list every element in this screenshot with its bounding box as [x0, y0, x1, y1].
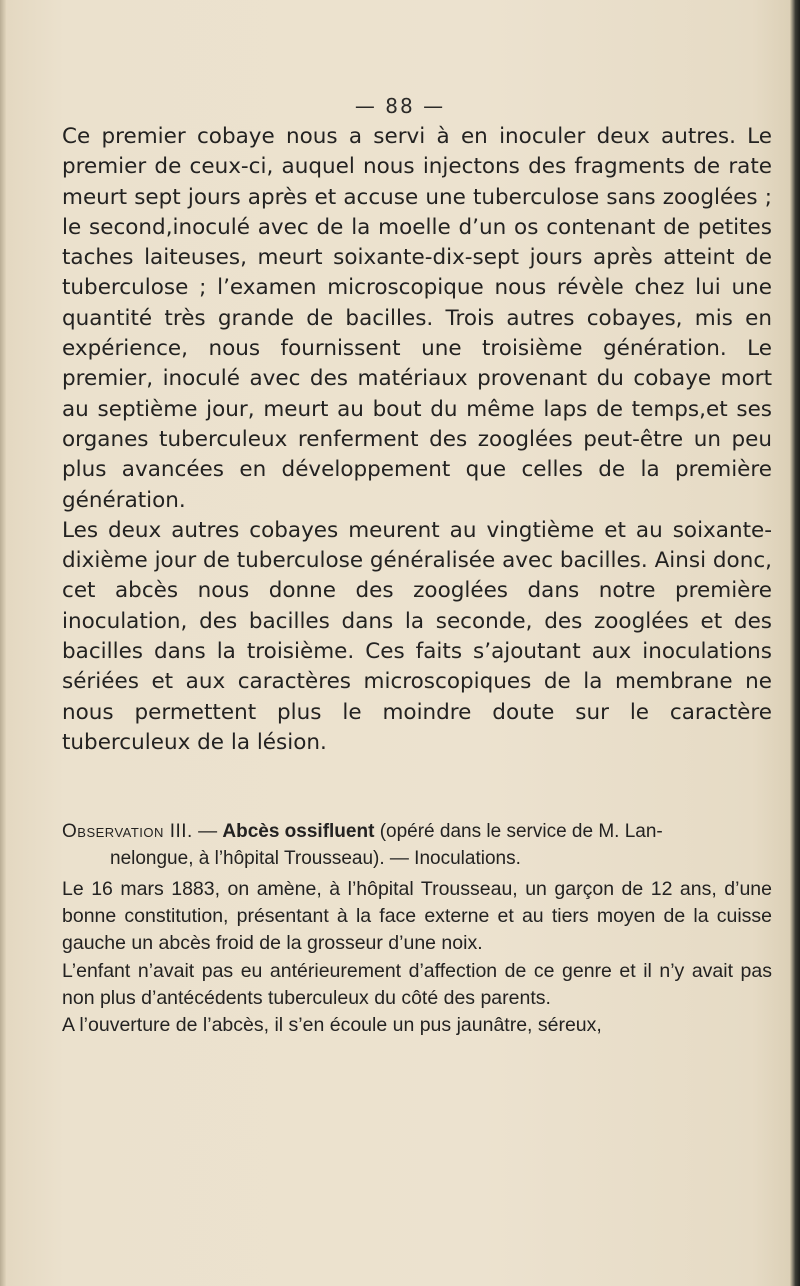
case-text-block: [62, 876, 772, 1039]
page-right-edge-shadow: [790, 0, 800, 1286]
paragraph-2: Les deux autres cobayes meurent au vingtième et au soixante-dixième jour de tuberculose généralisée avec bacilles. Ainsi donc, cet abcès nous donne des zooglées dans notre première inoculation, des bacilles dans la seconde, des zooglées et des bacilles dans la troisième. Ces faits s’ajoutant aux inoculations sériées et aux caractères microscopiques de la membrane ne nous permettent plus le moindre doute sur le caractère tuberculeux de la lésion.: [62, 517, 772, 755]
observation-title: Abcès ossifluent: [222, 821, 375, 842]
observation-dash: —: [192, 821, 223, 842]
main-text-block: [62, 122, 772, 758]
observation-detail-2: nelongue, à l’hôpital Trousseau). — Inoculations.: [110, 848, 521, 869]
observation-label: Observation III.: [62, 821, 193, 842]
paragraph-1: Ce premier cobaye nous a servi à en inoculer deux autres. Le premier de ceux-ci, auquel nous injectons des fragments de rate meurt sept jours après et accuse une tuberculose sans zooglées ; le second,inoculé avec de la moelle d’un os contenant de petites taches laiteuses, meurt soixante-dix-sept jours après atteint de tuberculose ; l’examen microscopique nous révèle chez lui une quantité très grande de bacilles. Trois autres cobayes, mis en expérience, nous fournissent une troisième génération. Le premier, inoculé avec des matériaux provenant du cobaye mort au septième jour, meurt au bout du même laps de temps,et ses organes tuberculeux renferment des zooglées peut-être un peu plus avancées en développement que celles de la première génération.: [62, 124, 772, 513]
case-paragraph-3: A l’ouverture de l’abcès, il s’en écoule un pus jaunâtre, séreux,: [62, 1014, 602, 1037]
case-paragraph-2: L’enfant n’avait pas eu antérieurement d’affection de ce genre et il n’y avait pas non plus d’antécédents tuberculeux du côté des parents.: [62, 959, 772, 1009]
page-number: — 88 —: [354, 94, 446, 118]
page-left-edge: [0, 0, 6, 1286]
observation-heading: [62, 818, 764, 872]
case-paragraph-1: Le 16 mars 1883, on amène, à l’hôpital Trousseau, un garçon de 12 ans, d’une bonne constitution, présentant à la face externe et au tiers moyen de la cuisse gauche un abcès froid de la grosseur d’une noix.: [62, 878, 772, 955]
observation-heading-line-1: [62, 818, 764, 845]
observation-detail-1: (opéré dans le service de M. Lan-: [374, 821, 663, 842]
